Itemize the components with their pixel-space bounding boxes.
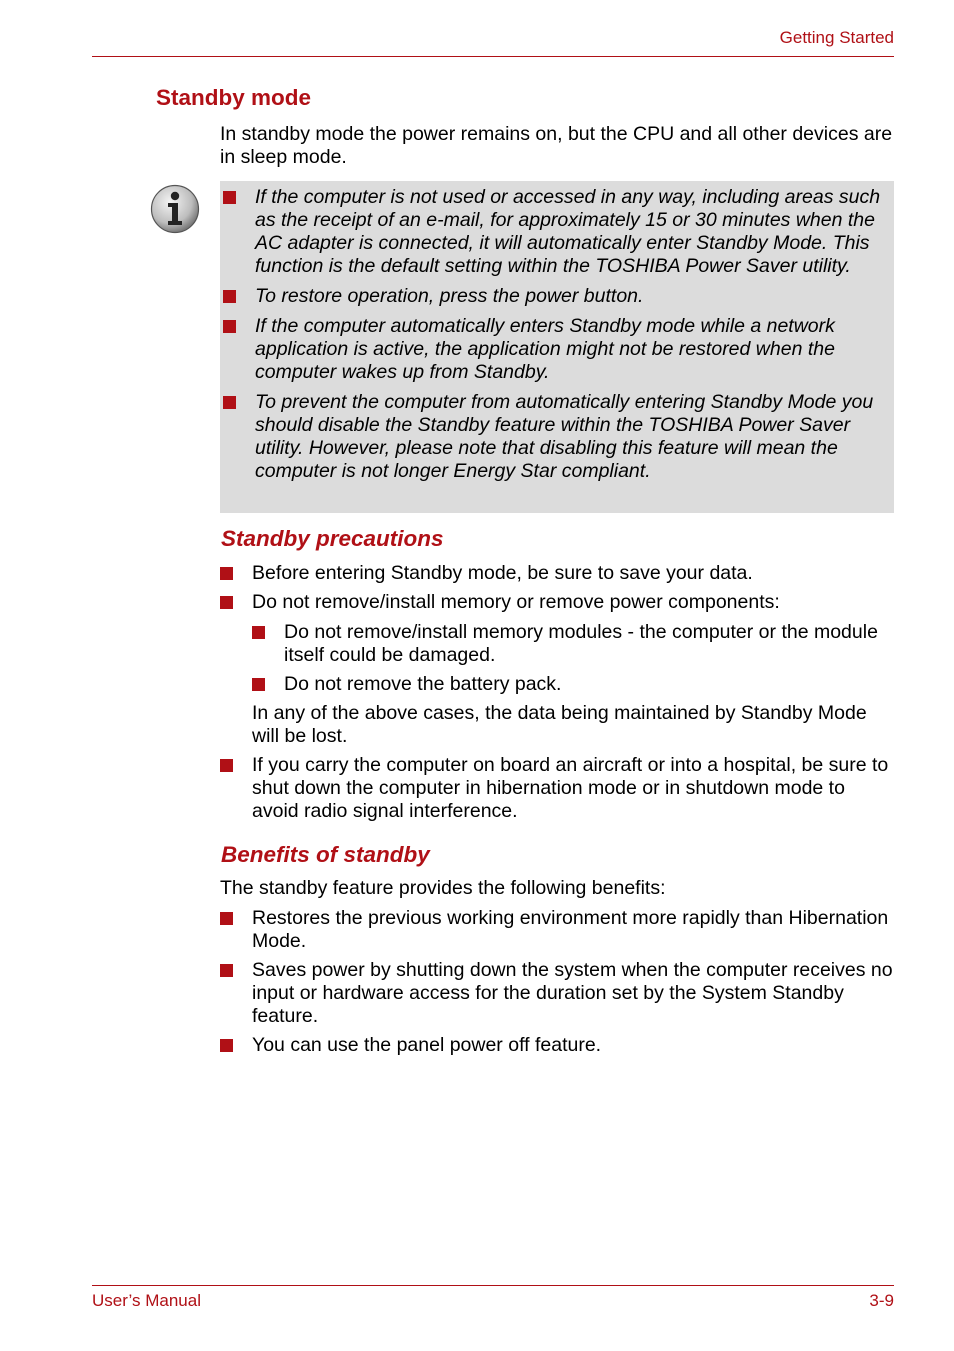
sub-note: In any of the above cases, the data being maintained by Standby Mode will be lost. <box>252 702 867 747</box>
list-item: You can use the panel power off feature. <box>252 1034 894 1057</box>
list-item: To prevent the computer from automatically entering Standby Mode you should disable the Standby feature within the TOSHIBA Power Saver utility. However, please note that disabling this feature will mean the computer is not longer Energy Star compliant. <box>255 391 891 483</box>
info-icon <box>150 183 200 235</box>
precautions-list-last <box>252 754 894 829</box>
bullet-icon <box>220 596 233 609</box>
list-item: Do not remove/install memory or remove power components: <box>252 591 894 614</box>
list-item: To restore operation, press the power button. <box>255 285 891 308</box>
bullet-icon <box>252 678 265 691</box>
bullet-icon <box>252 626 265 639</box>
list-item: If you carry the computer on board an aircraft or into a hospital, be sure to shut down the computer in hibernation mode or in shutdown mode to avoid radio signal interference. <box>252 754 894 823</box>
list-item: Before entering Standby mode, be sure to save your data. <box>252 562 894 585</box>
bullet-icon <box>220 912 233 925</box>
list-item: Saves power by shutting down the system when the computer receives no input or hardware access for the duration set by the System Standby feature. <box>252 959 894 1028</box>
section-heading: Standby mode <box>156 85 312 110</box>
bullet-icon <box>223 290 236 303</box>
page-number: 3-9 <box>869 1291 894 1310</box>
header-rule <box>92 56 894 57</box>
list-item: If the computer is not used or accessed in any way, including areas such as the receipt of an e-mail, for approximately 15 or 30 minutes when the AC adapter is connected, it will automatically enter Standby Mode. This function is the default setting within the TOSHIBA Power Saver utility. <box>255 186 891 278</box>
footer-rule <box>92 1285 894 1286</box>
bullet-icon <box>223 320 236 333</box>
benefits-list <box>252 907 894 1063</box>
footer-title: User’s Manual <box>92 1291 201 1310</box>
list-item: Do not remove the battery pack. <box>284 673 894 696</box>
intro-paragraph: In standby mode the power remains on, but the CPU and all other devices are in sleep mode. <box>220 123 893 168</box>
benefits-intro: The standby feature provides the following benefits: <box>220 877 666 899</box>
bullet-icon <box>220 759 233 772</box>
precautions-sublist <box>284 621 894 702</box>
list-item: Do not remove/install memory modules - the computer or the module itself could be damaged. <box>284 621 894 667</box>
benefits-heading: Benefits of standby <box>221 842 430 867</box>
bullet-icon <box>220 567 233 580</box>
list-item: If the computer automatically enters Standby mode while a network application is active, the application might not be restored when the computer wakes up from Standby. <box>255 315 891 384</box>
bullet-icon <box>220 964 233 977</box>
bullet-icon <box>223 396 236 409</box>
running-header: Getting Started <box>779 28 894 47</box>
bullet-icon <box>220 1039 233 1052</box>
list-item: Restores the previous working environment more rapidly than Hibernation Mode. <box>252 907 894 953</box>
note-list <box>255 186 891 490</box>
precautions-list <box>252 562 894 620</box>
precautions-heading: Standby precautions <box>221 526 444 551</box>
bullet-icon <box>223 191 236 204</box>
